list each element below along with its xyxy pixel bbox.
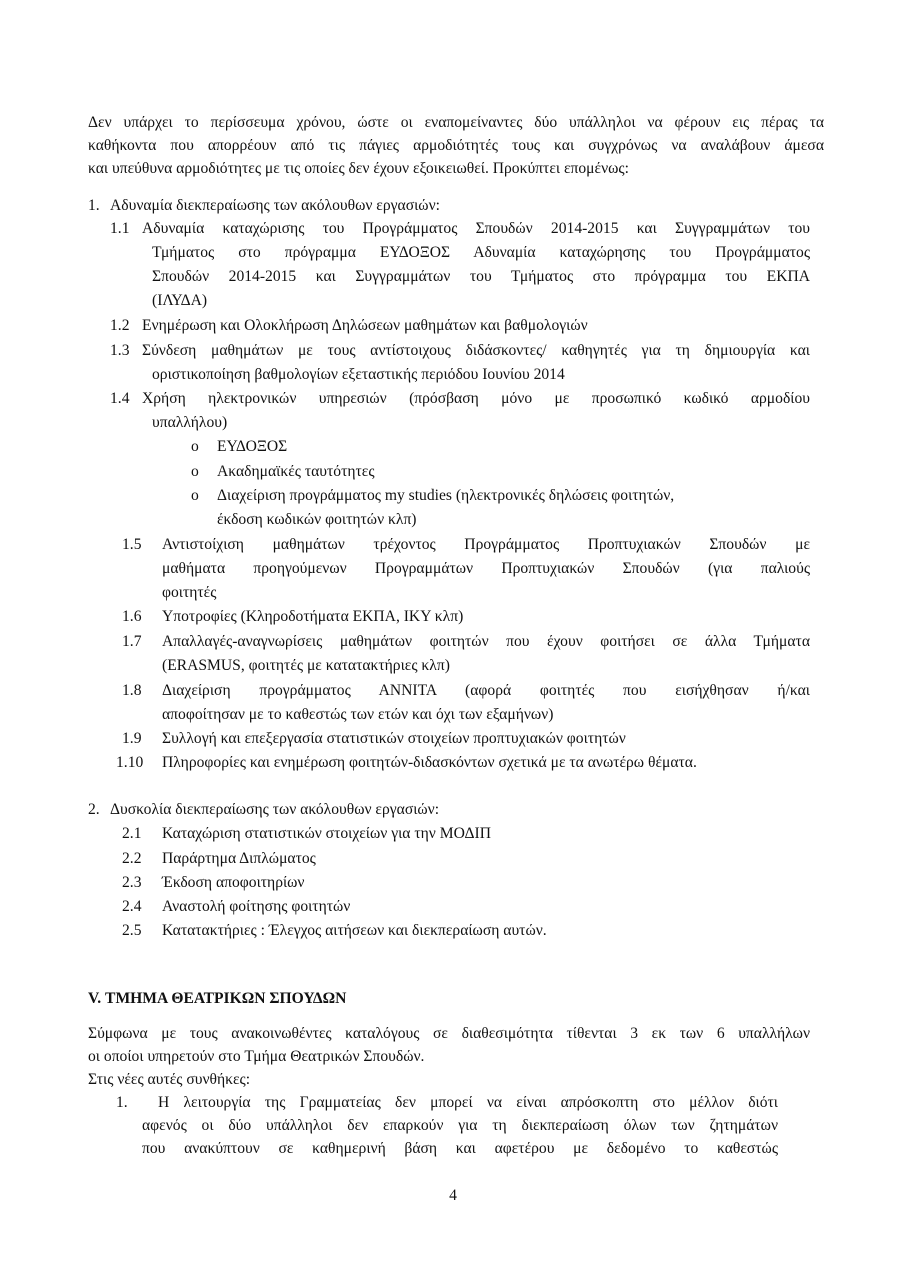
bullet-marker: o	[191, 487, 199, 504]
item-number: 1.5	[122, 536, 142, 553]
item-text-line: Απαλλαγές-αναγνωρίσεις μαθημάτων φοιτητών που έχουν φοιτήσει σε άλλα Τμήματα	[162, 633, 810, 650]
item-text-line: Έκδοση αποφοιτηρίων	[162, 874, 305, 891]
page-number: 4	[449, 1187, 457, 1204]
bullet-text: Ακαδημαϊκές ταυτότητες	[217, 463, 375, 480]
bullet-text: Διαχείριση προγράμματος my studies (ηλεκτρονικές δηλώσεις φοιτητών,	[217, 487, 675, 504]
bullet-text: έκδοση κωδικών φοιτητών κλπ)	[217, 511, 417, 528]
bullet-marker: o	[191, 438, 199, 455]
intro-line: καθήκοντα που απορρέουν από τις πάγιες αρμοδιότητές τους και συγχρόνως να αναλάβουν άμεσα	[88, 137, 824, 154]
item-text-line: αποφοίτησαν με το καθεστώς των ετών και όχι των εξαμήνων)	[162, 706, 554, 723]
section-2-number: 2.	[88, 801, 100, 818]
item-number: 1.8	[122, 682, 142, 699]
item-text-line: Αναστολή φοίτησης φοιτητών	[162, 898, 351, 915]
item-text-line: Καταχώριση στατιστικών στοιχείων για την ΜΟΔΙΠ	[162, 825, 491, 842]
item-text-line: υπαλλήλου)	[152, 414, 228, 431]
intro-line: Δεν υπάρχει το περίσσευμα χρόνου, ώστε οι εναπομείναντες δύο υπάλληλοι να φέρουν εις πέρας τα	[88, 114, 824, 131]
item-number: 1.9	[122, 730, 142, 747]
section-1-title: Αδυναμία διεκπεραίωσης των ακόλουθων εργασιών:	[110, 197, 440, 214]
item-text-line: Ενημέρωση και Ολοκλήρωση Δηλώσεων μαθημάτων και βαθμολογιών	[142, 317, 588, 334]
item-text-line: Παράρτημα Διπλώματος	[162, 850, 316, 867]
item-text-line: Κατατακτήριες : Έλεγχος αιτήσεων και διεκπεραίωση αυτών.	[162, 922, 547, 939]
item-text-line: που ανακύπτουν σε καθημερινή βάση και αφετέρου με δεδομένο το καθεστώς	[142, 1140, 778, 1157]
section-2-title: Δυσκολία διεκπεραίωσης των ακόλουθων εργασιών:	[110, 801, 440, 818]
bullet-text: ΕΥΔΟΞΟΣ	[217, 438, 288, 455]
item-text-line: φοιτητές	[162, 584, 217, 601]
item-text-line: οριστικοποίηση βαθμολογίων εξεταστικής περιόδου Ιουνίου 2014	[152, 366, 565, 383]
item-number: 1.1	[110, 220, 130, 237]
item-text-line: Αντιστοίχιση μαθημάτων τρέχοντος Προγράμματος Προπτυχιακών Σπουδών με	[162, 536, 810, 553]
item-number: 1.4	[110, 390, 130, 407]
item-number: 1.7	[122, 633, 142, 650]
item-text-line: Πληροφορίες και ενημέρωση φοιτητών-διδασκόντων σχετικά με τα ανωτέρω θέματα.	[162, 754, 697, 771]
section-heading: V. ΤΜΗΜΑ ΘΕΑΤΡΙΚΩΝ ΣΠΟΥΔΩΝ	[88, 990, 347, 1007]
bullet-marker: o	[191, 463, 199, 480]
item-number: 1.6	[122, 608, 142, 625]
item-text-line: (ΙΛΥΔΑ)	[152, 292, 208, 309]
intro-line: και υπεύθυνα αρμοδιότητες με τις οποίες δεν έχουν εξοικειωθεί. Προκύπτει επομένως:	[88, 160, 629, 177]
item-text-line: μαθήματα προηγούμενων Προγραμμάτων Προπτυχιακών Σπουδών (για παλιούς	[162, 560, 810, 577]
item-number: 2.5	[122, 922, 142, 939]
item-number: 1.2	[110, 317, 130, 334]
item-text-line: Συλλογή και επεξεργασία στατιστικών στοιχείων προπτυχιακών φοιτητών	[162, 730, 626, 747]
item-text-line: Σπουδών 2014-2015 και Συγγραμμάτων του Τμήματος στο πρόγραμμα του ΕΚΠΑ	[152, 268, 810, 285]
item-text-line: Υποτροφίες (Κληροδοτήματα ΕΚΠΑ, ΙΚΥ κλπ)	[162, 608, 464, 625]
item-number: 1.3	[110, 342, 130, 359]
paragraph-line: Σύμφωνα με τους ανακοινωθέντες καταλόγους σε διαθεσιμότητα τίθενται 3 εκ των 6 υπαλλήλων	[88, 1025, 810, 1042]
item-number: 2.2	[122, 850, 142, 867]
item-text-line: Αδυναμία καταχώρισης του Προγράμματος Σπουδών 2014-2015 και Συγγραμμάτων του	[142, 220, 810, 237]
item-number: 2.1	[122, 825, 142, 842]
item-text-line: αφενός οι δύο υπάλληλοι δεν επαρκούν για τη διεκπεραίωση όλων των ζητημάτων	[142, 1117, 778, 1134]
item-number: 2.3	[122, 874, 142, 891]
section-1-number: 1.	[88, 197, 100, 214]
paragraph-line: Στις νέες αυτές συνθήκες:	[88, 1071, 251, 1088]
item-number: 1.10	[116, 754, 144, 771]
item-text-line: Διαχείριση προγράμματος ΑΝΝΙΤΑ (αφορά φοιτητές που εισήχθησαν ή/και	[162, 682, 810, 699]
item-text-line: (ERASMUS, φοιτητές με κατατακτήριες κλπ)	[162, 657, 450, 674]
item-number: 2.4	[122, 898, 142, 915]
paragraph-line: οι οποίοι υπηρετούν στο Τμήμα Θεατρικών Σπουδών.	[88, 1048, 425, 1065]
item-text-line: Σύνδεση μαθημάτων με τους αντίστοιχους διδάσκοντες/ καθηγητές για τη δημιουργία και	[142, 342, 810, 359]
item-text-line: Χρήση ηλεκτρονικών υπηρεσιών (πρόσβαση μόνο με προσωπικό κωδικό αρμοδίου	[142, 390, 810, 407]
item-text-line: Η λειτουργία της Γραμματείας δεν μπορεί να είναι απρόσκοπτη στο μέλλον διότι	[158, 1094, 778, 1111]
item-number: 1.	[116, 1094, 128, 1111]
item-text-line: Τμήματος στο πρόγραμμα ΕΥΔΟΞΟΣ Αδυναμία καταχώρησης του Προγράμματος	[152, 244, 810, 261]
